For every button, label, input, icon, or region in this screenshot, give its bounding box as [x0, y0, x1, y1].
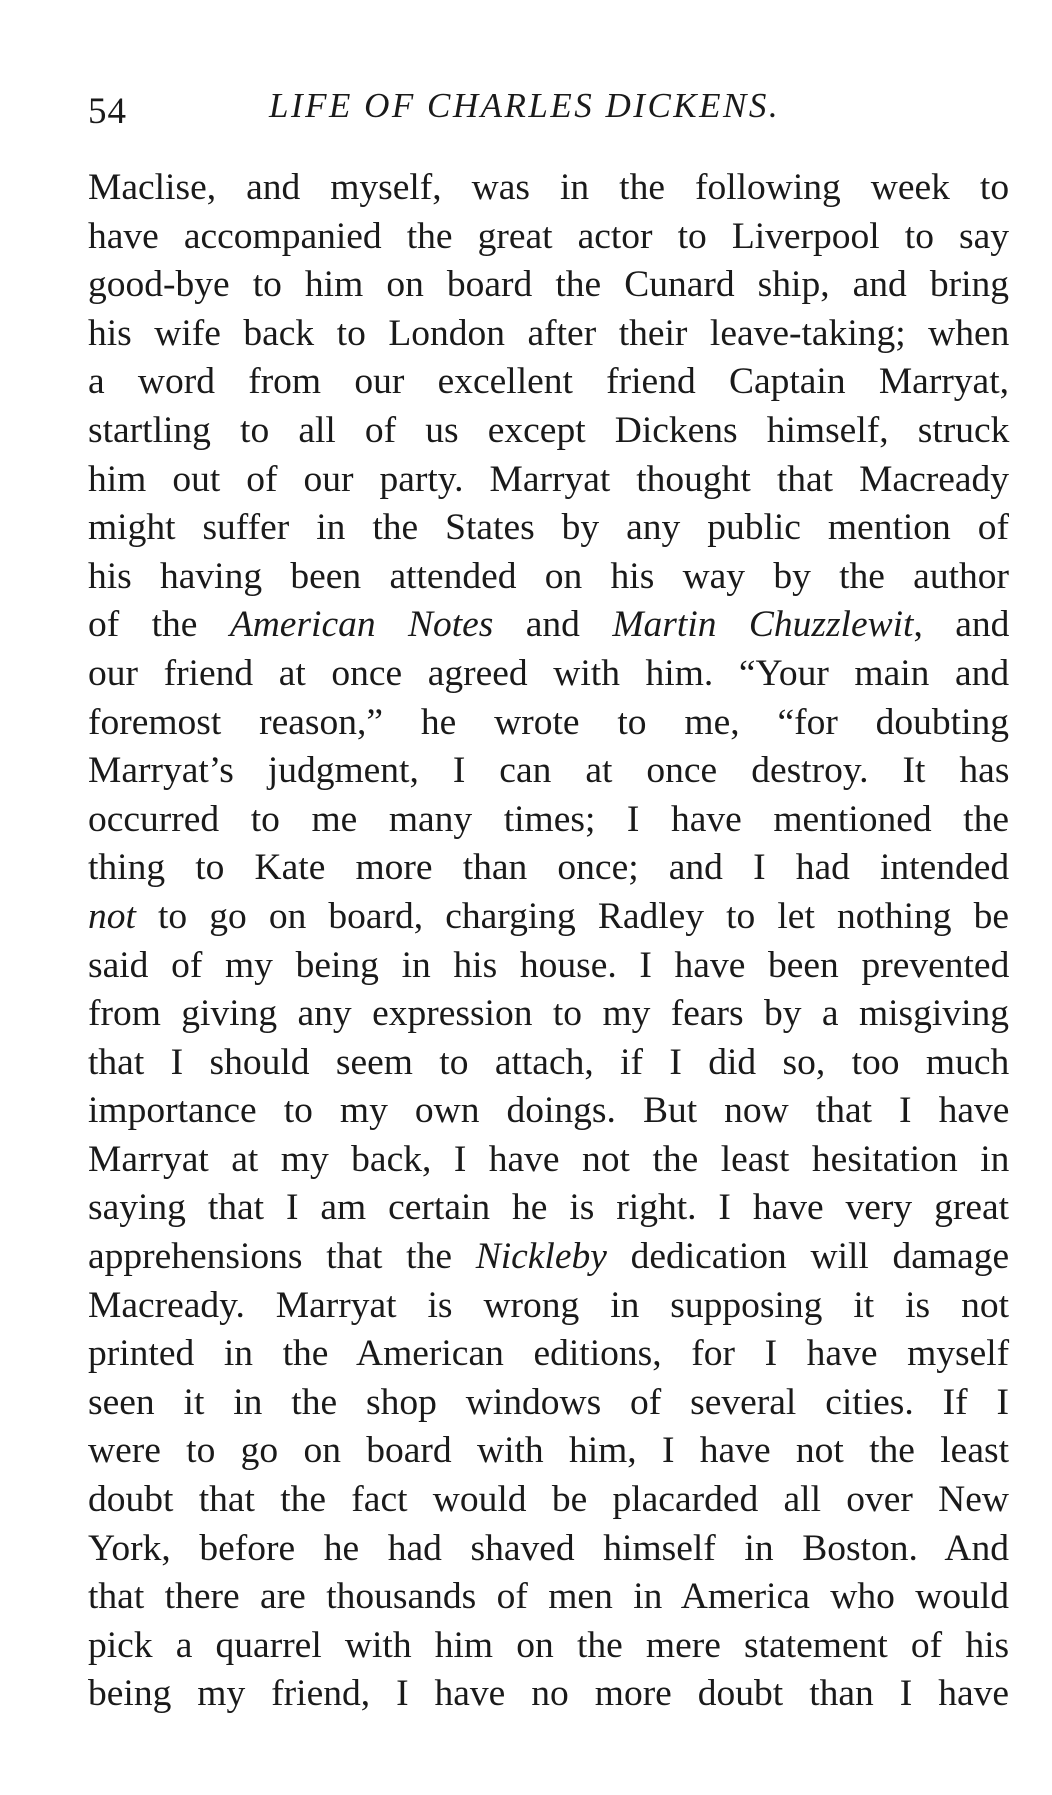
- text-segment: pick a quarrel with him on the mere statement of his: [88, 1624, 1010, 1666]
- text-segment: of the: [88, 604, 230, 646]
- body-text: [88, 164, 1009, 1719]
- text-segment: Marryat at my back, I have not the least hesitation in: [88, 1138, 1010, 1180]
- text-segment: seen it in the shop windows of several cities. If I: [88, 1381, 1009, 1423]
- text-segment: saying that I am certain he is right. I have very great: [88, 1187, 1010, 1229]
- text-segment: that I should seem to attach, if I did so, too much: [88, 1041, 1010, 1083]
- text-line: [88, 261, 1009, 310]
- text-line: [88, 1525, 1009, 1574]
- text-line: [88, 650, 1009, 699]
- page-header: [88, 76, 1008, 136]
- text-line: [88, 1184, 1009, 1233]
- text-segment: were to go on board with him, I have not the least: [88, 1430, 1009, 1472]
- text-segment: said of my being in his house. I have been prevented: [88, 944, 1010, 986]
- text-line: [88, 990, 1009, 1039]
- text-line: [88, 1670, 1009, 1719]
- text-line: [88, 553, 1009, 602]
- text-segment: being my friend, I have no more doubt than I have: [88, 1673, 1009, 1715]
- text-line: [88, 747, 1009, 796]
- text-segment: printed in the American editions, for I have myself: [88, 1333, 1010, 1375]
- text-segment: him out of our party. Marryat thought that Macready: [88, 458, 1009, 500]
- text-line: [88, 1379, 1009, 1428]
- text-segment: importance to my own doings. But now that I have: [88, 1090, 1010, 1132]
- text-line: [88, 844, 1009, 893]
- text-line: [88, 1427, 1009, 1476]
- text-line: [88, 213, 1009, 262]
- text-line: [88, 456, 1009, 505]
- text-segment: his having been attended on his way by the author: [88, 555, 1009, 597]
- page-number: 54: [88, 91, 127, 132]
- text-line: [88, 699, 1009, 748]
- text-segment: thing to Kate more than once; and I had intended: [88, 847, 1010, 889]
- text-line: [88, 1330, 1009, 1379]
- text-segment: doubt that the fact would be placarded all over New: [88, 1479, 1009, 1521]
- text-line: [88, 601, 1009, 650]
- text-segment: apprehensions that the: [88, 1236, 476, 1278]
- text-line: [88, 1622, 1009, 1671]
- text-line: [88, 1282, 1009, 1331]
- text-segment: York, before he had shaved himself in Boston. And: [88, 1527, 1009, 1569]
- text-segment: good-bye to him on board the Cunard ship, and bring: [88, 264, 1009, 306]
- text-line: [88, 358, 1009, 407]
- text-segment: dedication will damage: [606, 1236, 1010, 1278]
- text-segment: to go on board, charging Radley to let nothing be: [135, 895, 1009, 937]
- text-segment: Macready. Marryat is wrong in supposing it is not: [88, 1284, 1009, 1326]
- text-segment: a word from our excellent friend Captain Marryat,: [88, 361, 1009, 403]
- text-segment: might suffer in the States by any public mention of: [88, 507, 1009, 549]
- text-line: [88, 504, 1009, 553]
- text-line: [88, 1233, 1009, 1282]
- text-line: [88, 796, 1009, 845]
- text-line: [88, 893, 1009, 942]
- text-segment: , and: [913, 604, 1010, 646]
- text-line: [88, 1136, 1009, 1185]
- text-segment: startling to all of us except Dickens himself, struck: [88, 409, 1010, 451]
- italic-text: Nickleby: [475, 1236, 607, 1278]
- text-line: [88, 407, 1009, 456]
- text-segment: Maclise, and myself, was in the following week to: [88, 167, 1010, 208]
- text-line: [88, 942, 1009, 991]
- running-title: LIFE OF CHARLES DICKENS.: [269, 86, 781, 125]
- text-segment: from giving any expression to my fears by a misgiving: [88, 993, 1009, 1035]
- italic-text: Martin Chuzzlewit: [612, 604, 914, 646]
- text-segment: occurred to me many times; I have mentioned the: [88, 798, 1009, 840]
- text-segment: foremost reason,” he wrote to me, “for doubting: [88, 701, 1009, 743]
- text-line: [88, 1573, 1009, 1622]
- text-segment: that there are thousands of men in America who would: [88, 1576, 1009, 1618]
- italic-text: not: [88, 895, 136, 937]
- text-segment: Marryat’s judgment, I can at once destroy. It has: [88, 750, 1010, 792]
- italic-text: American Notes: [229, 604, 494, 646]
- text-segment: and: [493, 604, 613, 646]
- text-segment: have accompanied the great actor to Liverpool to say: [88, 215, 1009, 257]
- text-segment: his wife back to London after their leave-taking; when: [88, 312, 1010, 354]
- text-line: [88, 1476, 1009, 1525]
- text-line: [88, 310, 1009, 359]
- text-line: [88, 1087, 1009, 1136]
- text-line: [88, 164, 1009, 213]
- text-segment: our friend at once agreed with him. “Your main and: [88, 652, 1010, 694]
- text-line: [88, 1039, 1009, 1088]
